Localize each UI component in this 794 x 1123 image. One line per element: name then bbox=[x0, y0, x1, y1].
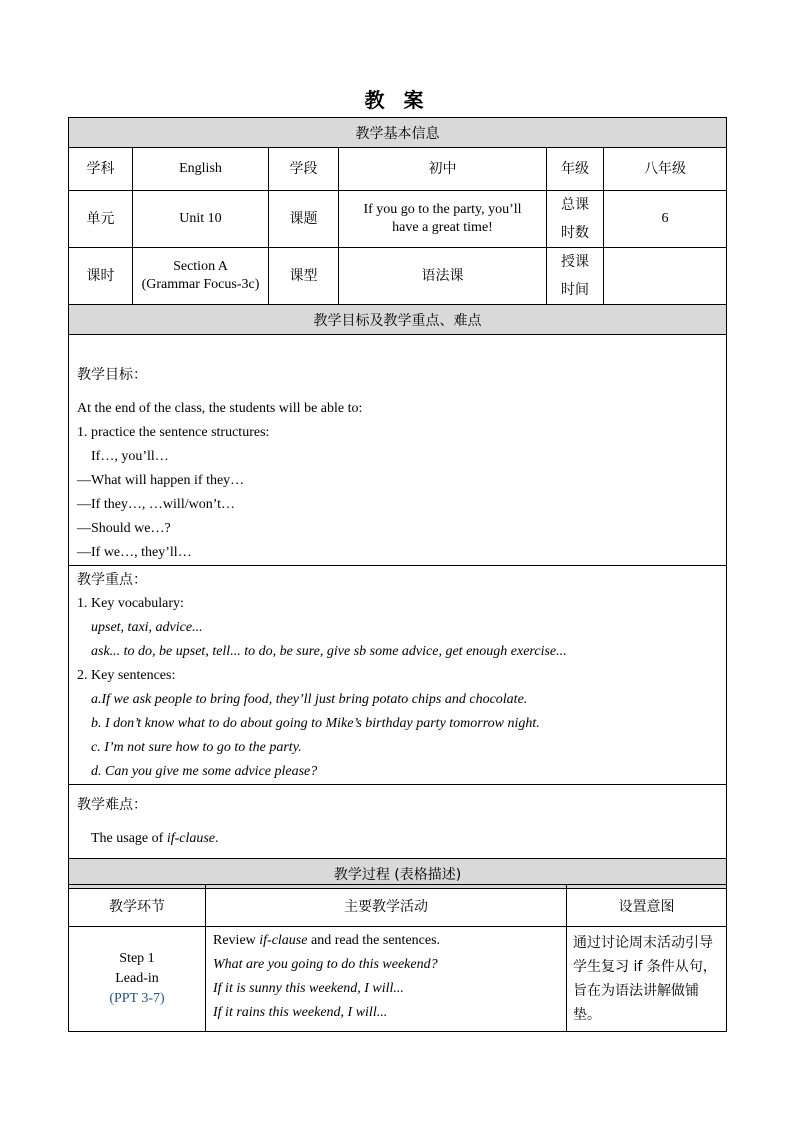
goals-heading: 教学目标： bbox=[77, 367, 147, 383]
period-value-line1: Section A bbox=[173, 259, 228, 274]
goals-structure-3: —If they…, …will/won’t… bbox=[77, 497, 236, 512]
goals-structure-4: —Should we…? bbox=[77, 521, 171, 536]
difficulty bbox=[69, 785, 727, 859]
activity-question: What are you going to do this weekend? bbox=[213, 957, 438, 972]
document-title: 教 案 bbox=[364, 88, 430, 112]
topic-label: 课题 bbox=[269, 191, 339, 248]
total-hours-label-line2: 时数 bbox=[561, 225, 589, 241]
key-sentence-b: b. I don’t know what to do about going to Mike’s birthday party tomorrow night. bbox=[91, 716, 540, 731]
section-goals: 教学目标及教学重点、难点 bbox=[69, 305, 727, 335]
activity-term: if-clause bbox=[259, 933, 308, 948]
key-vocab-title: 1. Key vocabulary: bbox=[77, 596, 184, 611]
key-sentence-a: a.If we ask people to bring food, they’ll just bring potato chips and chocolate. bbox=[91, 692, 528, 707]
section-process: 教学过程 (表格描述) bbox=[69, 859, 727, 889]
total-hours-label-line1: 总课 bbox=[561, 197, 589, 213]
teaching-goals bbox=[69, 335, 727, 566]
total-hours-value: 6 bbox=[604, 191, 727, 248]
period-value-line2: (Grammar Focus-3c) bbox=[141, 277, 260, 292]
key-points-heading: 教学重点： bbox=[77, 572, 147, 588]
col-intent-header: 设置意图 bbox=[567, 885, 727, 927]
activity-suffix: and read the sentences. bbox=[307, 933, 441, 948]
goals-item-1: 1. practice the sentence structures: bbox=[77, 425, 270, 440]
time-label bbox=[547, 248, 604, 305]
activity-prefix: Review bbox=[213, 933, 260, 948]
grade-value: 八年级 bbox=[604, 148, 727, 191]
type-value: 语法课 bbox=[339, 248, 547, 305]
unit-label: 单元 bbox=[69, 191, 133, 248]
step1-title: Step 1 bbox=[119, 951, 155, 966]
time-value bbox=[604, 248, 727, 305]
topic-value: If you go to the party, you’ll have a great time! bbox=[339, 191, 547, 248]
step1-activity bbox=[206, 927, 567, 1032]
difficulty-term: if-clause bbox=[166, 831, 216, 846]
period-label: 课时 bbox=[69, 248, 133, 305]
total-hours-label bbox=[547, 191, 604, 248]
subject-value: English bbox=[133, 148, 269, 191]
key-sentence-d: d. Can you give me some advice please? bbox=[91, 764, 318, 779]
goals-intro: At the end of the class, the students will be able to: bbox=[77, 401, 363, 416]
time-label-line2: 时间 bbox=[561, 282, 589, 298]
step1-intent: 通过讨论周末活动引导学生复习 if 条件从句，旨在为语法讲解做铺垫。 bbox=[567, 927, 727, 1032]
difficulty-heading: 教学难点： bbox=[77, 797, 147, 813]
key-points bbox=[69, 566, 727, 785]
activity-answer-2: If it rains this weekend, I will... bbox=[213, 1005, 388, 1020]
lesson-plan-table bbox=[68, 117, 727, 889]
difficulty-text bbox=[77, 827, 718, 851]
col-activity-header: 主要教学活动 bbox=[206, 885, 567, 927]
section-basic-info: 教学基本信息 bbox=[69, 118, 727, 148]
key-vocab-line-2: ask... to do, be upset, tell... to do, be sure, give sb some advice, get enough exercise... bbox=[91, 644, 567, 659]
period-value bbox=[133, 248, 269, 305]
grade-label: 年级 bbox=[547, 148, 604, 191]
key-sentences-title: 2. Key sentences: bbox=[77, 668, 176, 683]
step1-name: Lead-in bbox=[115, 971, 159, 986]
col-stage-header: 教学环节 bbox=[69, 885, 206, 927]
activity-review-line bbox=[213, 929, 559, 953]
type-label: 课型 bbox=[269, 248, 339, 305]
unit-value: Unit 10 bbox=[133, 191, 269, 248]
subject-label: 学科 bbox=[69, 148, 133, 191]
step1-cell bbox=[69, 927, 206, 1032]
difficulty-text-prefix: The usage of bbox=[91, 831, 167, 846]
key-vocab-line-1: upset, taxi, advice... bbox=[91, 620, 203, 635]
stage-value: 初中 bbox=[339, 148, 547, 191]
goals-structure-1: If…, you’ll… bbox=[91, 449, 169, 464]
process-table bbox=[68, 884, 727, 1032]
goals-structure-2: —What will happen if they… bbox=[77, 473, 245, 488]
stage-label: 学段 bbox=[269, 148, 339, 191]
time-label-line1: 授课 bbox=[561, 254, 589, 270]
activity-answer-1: If it is sunny this weekend, I will... bbox=[213, 981, 404, 996]
key-sentence-c: c. I’m not sure how to go to the party. bbox=[91, 740, 302, 755]
step1-ppt: (PPT 3-7) bbox=[109, 991, 165, 1006]
goals-structure-5: —If we…, they’ll… bbox=[77, 545, 192, 560]
difficulty-text-suffix: . bbox=[215, 831, 219, 846]
